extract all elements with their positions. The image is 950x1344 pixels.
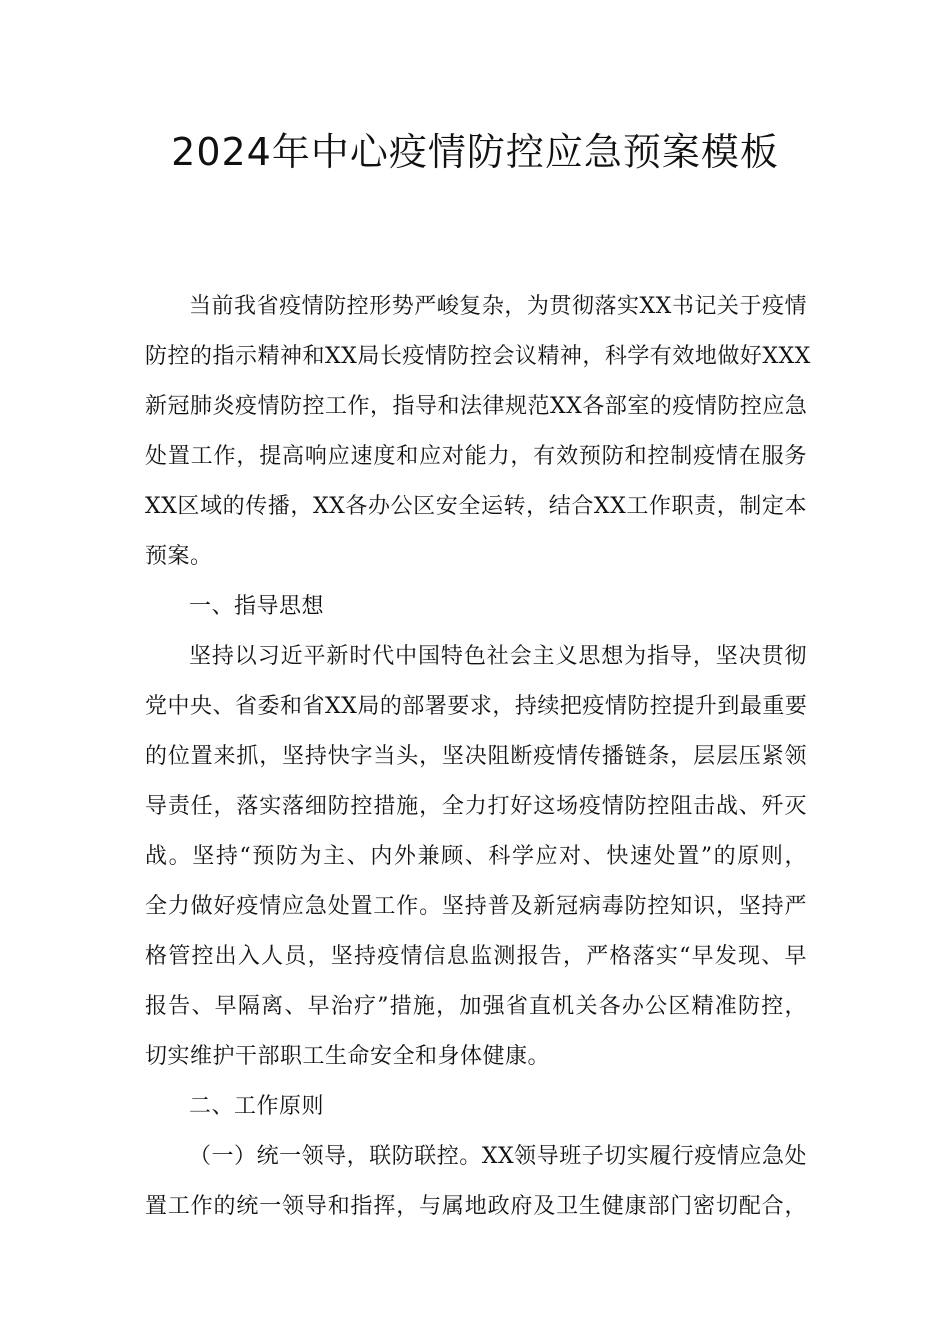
intro-line-2: 防控的指示精神和XX局长疫情防控会议精神，科学有效地做好XXX	[145, 344, 811, 369]
section1-line-3: 的位置来抓，坚持快字当头，坚决阻断疫情传播链条，层层压紧领	[145, 744, 807, 769]
document-title: 2024年中心疫情防控应急预案模板	[171, 130, 779, 174]
intro-line-3: 新冠肺炎疫情防控工作，指导和法律规范XX各部室的疫情防控应急	[145, 394, 808, 419]
section1-line-4: 导责任，落实落细防控措施，全力打好这场疫情防控阻击战、歼灭	[145, 794, 807, 819]
section-heading-work-principles: 二、工作原则	[189, 1094, 325, 1119]
section1-line-7: 格管控出入人员，坚持疫情信息监测报告，严格落实“早发现、早	[145, 944, 807, 969]
section1-line-6: 全力做好疫情应急处置工作。坚持普及新冠病毒防控知识，坚持严	[145, 894, 807, 919]
section1-line-2: 党中央、省委和省XX局的部署要求，持续把疫情防控提升到最重要	[145, 694, 808, 719]
intro-line-5: XX区域的传播，XX各办公区安全运转，结合XX工作职责，制定本	[145, 494, 807, 519]
section-heading-guiding-ideology: 一、指导思想	[189, 594, 325, 619]
section1-line-5: 战。坚持“预防为主、内外兼顾、科学应对、快速处置”的原则，	[145, 844, 807, 869]
section2-line-2: 置工作的统一领导和指挥，与属地政府及卫生健康部门密切配合，	[145, 1194, 807, 1219]
intro-line-1: 当前我省疫情防控形势严峻复杂，为贯彻落实XX书记关于疫情	[189, 294, 807, 319]
document-body	[145, 282, 811, 1232]
section1-line-9: 切实维护干部职工生命安全和身体健康。	[145, 1044, 551, 1069]
section2-line-1: （一）统一领导，联防联控。XX领导班子切实履行疫情应急处	[189, 1144, 807, 1169]
section1-line-8: 报告、早隔离、早治疗”措施，加强省直机关各办公区精准防控，	[145, 994, 807, 1019]
intro-line-6: 预案。	[145, 544, 213, 569]
section1-line-1: 坚持以习近平新时代中国特色社会主义思想为指导，坚决贯彻	[189, 644, 807, 669]
intro-line-4: 处置工作，提高响应速度和应对能力，有效预防和控制疫情在服务	[145, 444, 807, 469]
